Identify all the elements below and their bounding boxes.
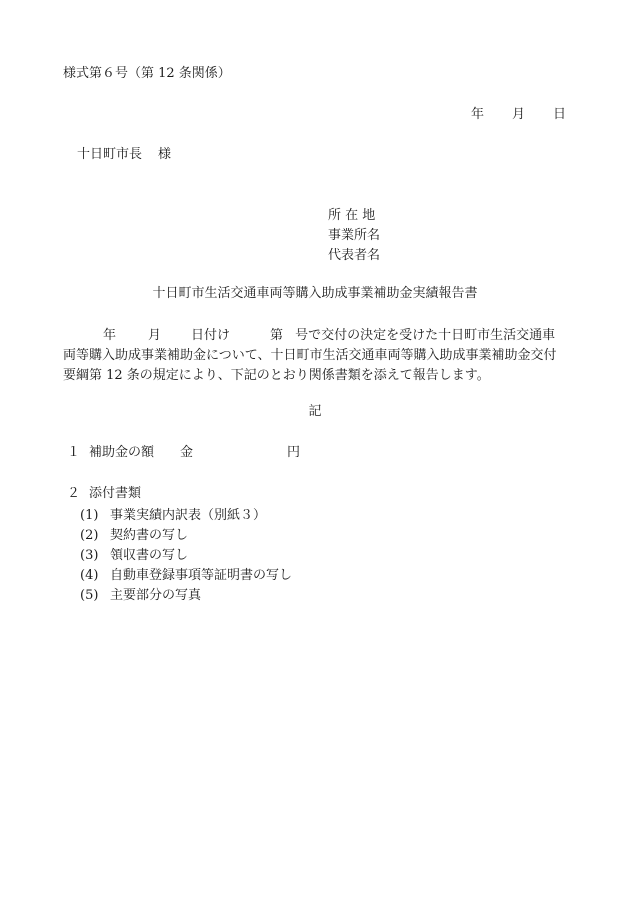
address-label: 所 在 地 bbox=[328, 208, 376, 223]
item-2-label: 添付書類 bbox=[89, 486, 142, 501]
date-line bbox=[471, 108, 566, 121]
body-dai: 第 bbox=[270, 328, 284, 343]
representative-label: 代表者名 bbox=[328, 248, 381, 263]
applicant-block bbox=[328, 206, 380, 266]
body-paragraph bbox=[63, 326, 583, 386]
attachment-text: 契約書の写し bbox=[110, 528, 189, 543]
document-title: 十日町市生活交通車両等購入助成事業補助金実績報告書 bbox=[152, 286, 478, 301]
body-line-1-rest: 号で交付の決定を受けた十日町市生活交通車 bbox=[295, 328, 556, 343]
attachment-text: 領収書の写し bbox=[110, 548, 189, 563]
body-line-1 bbox=[63, 326, 583, 346]
attachment-text: 事業実績内訳表（別紙３） bbox=[110, 508, 267, 523]
body-month: 月 bbox=[148, 328, 162, 343]
item-1-number: １ bbox=[67, 445, 81, 460]
date-year-label: 年 bbox=[470, 107, 484, 122]
list-item bbox=[80, 566, 292, 586]
attachment-text: 自動車登録事項等証明書の写し bbox=[110, 568, 293, 583]
date-day-label: 日 bbox=[552, 107, 566, 122]
form-number: 様式第６号（第 12 条関係） bbox=[63, 66, 231, 81]
body-year: 年 bbox=[103, 328, 117, 343]
addressee-honorific: 様 bbox=[158, 147, 172, 162]
body-line-2: 両等購入助成事業補助金について、十日町市生活交通車両等購入助成事業補助金交付 bbox=[63, 348, 557, 363]
body-date: 日付け bbox=[191, 328, 231, 343]
item-1-label: 補助金の額 bbox=[89, 445, 155, 460]
attachment-number: (1) bbox=[80, 508, 99, 523]
attachment-number: (3) bbox=[80, 548, 99, 563]
addressee bbox=[77, 148, 171, 161]
item-2-number: ２ bbox=[67, 486, 81, 501]
attachment-list bbox=[80, 506, 292, 606]
item-1-yen: 円 bbox=[287, 445, 301, 460]
body-line-3: 要綱第 12 条の規定により、下記のとおり関係書類を添えて報告します。 bbox=[63, 368, 490, 383]
business-name-label: 事業所名 bbox=[328, 228, 381, 243]
attachment-number: (2) bbox=[80, 528, 99, 543]
ki-heading: 記 bbox=[308, 404, 322, 419]
attachment-number: (4) bbox=[80, 568, 99, 583]
attachment-number: (5) bbox=[80, 588, 99, 603]
date-month-label: 月 bbox=[511, 107, 525, 122]
addressee-name: 十日町市長 bbox=[77, 147, 143, 162]
list-item bbox=[80, 546, 292, 566]
list-item bbox=[80, 586, 292, 606]
item-subsidy-amount bbox=[67, 446, 300, 459]
list-item bbox=[80, 506, 292, 526]
list-item bbox=[80, 526, 292, 546]
item-1-kin: 金 bbox=[180, 445, 194, 460]
attachment-text: 主要部分の写真 bbox=[110, 588, 202, 603]
item-attachments bbox=[67, 487, 141, 500]
